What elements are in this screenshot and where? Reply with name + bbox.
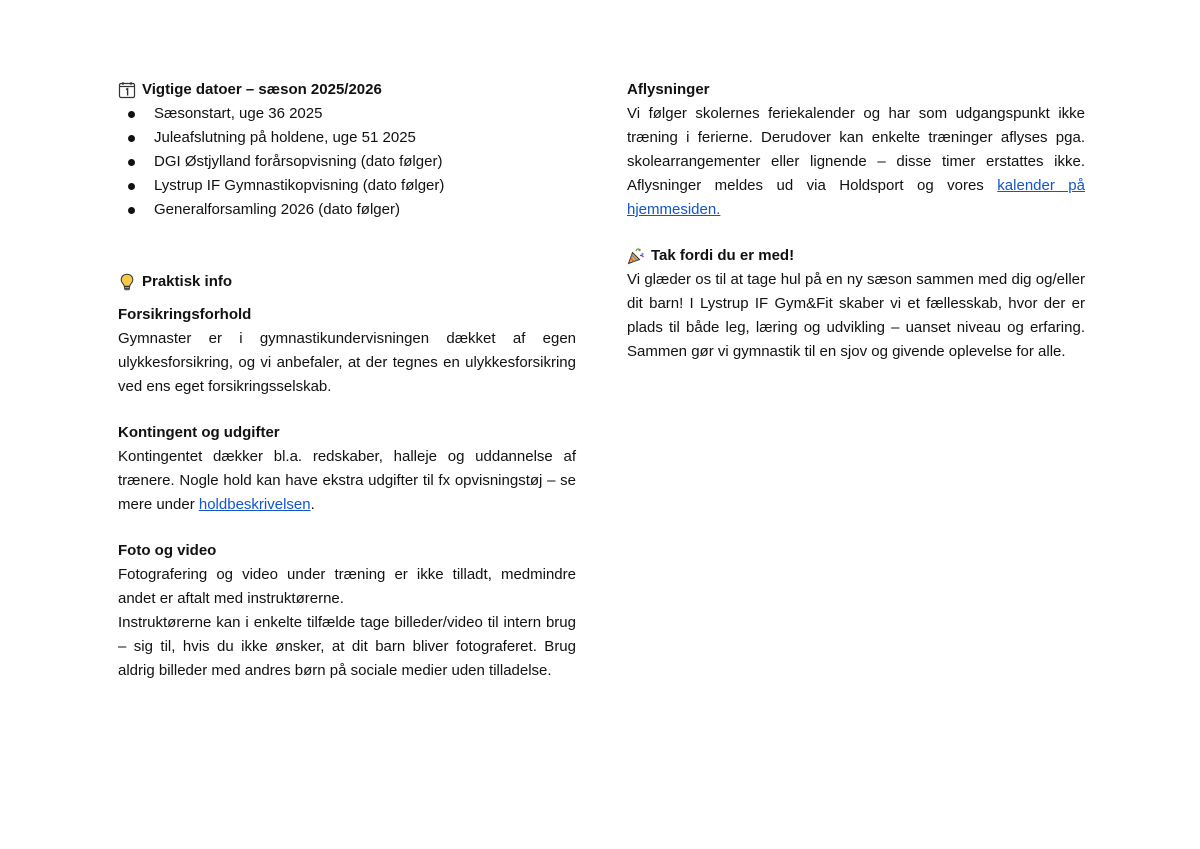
foto-heading: Foto og video	[118, 542, 217, 559]
list-item	[118, 126, 576, 150]
aflysninger-heading: Aflysninger	[627, 81, 710, 98]
forsikring-section	[118, 303, 576, 399]
kalender-link[interactable]: kalender på hjemmesiden.	[627, 177, 1085, 218]
praktisk-heading-line	[118, 270, 576, 294]
praktisk-heading: Praktisk info	[142, 273, 233, 290]
date-item-text: Juleafslutning på holdene, uge 51 2025	[154, 129, 416, 146]
bullet-icon	[128, 183, 135, 190]
list-item	[118, 102, 576, 126]
tak-heading-line	[627, 244, 1085, 268]
left-column	[118, 78, 576, 683]
list-item	[118, 198, 576, 222]
kontingent-section	[118, 421, 576, 517]
calendar-icon	[118, 81, 136, 99]
tak-text: Vi glæder os til at tage hul på en ny sæson sammen med dig og/eller dit barn! I Lystrup IF Gym&Fit skaber vi et fællesskab, hvor der er plads til både leg, læring og udvikling – uanset niveau og erfaring. Sammen gør vi gymnastik til en sjov og givende oplevelse for alle.	[627, 271, 1085, 360]
kontingent-text	[118, 445, 576, 517]
forsikring-heading: Forsikringsforhold	[118, 306, 252, 323]
forsikring-text: Gymnaster er i gymnastikundervisningen dækket af egen ulykkesforsikring, og vi anbefaler, at der tegnes en ulykkesforsikring ved ens eget forsikringsselskab.	[118, 330, 576, 395]
date-item-text: Generalforsamling 2026 (dato følger)	[154, 201, 400, 218]
kontingent-text-body: Kontingentet dækker bl.a. redskaber, halleje og uddannelse af trænere. Nogle hold kan have ekstra udgifter til fx opvisningstøj – se mere under	[118, 448, 576, 513]
dates-heading: Vigtige datoer – sæson 2025/2026	[142, 81, 382, 98]
party-popper-icon	[627, 247, 645, 265]
bullet-icon	[128, 135, 135, 142]
foto-section	[118, 539, 576, 683]
date-item-text: DGI Østjylland forårsopvisning (dato følger)	[154, 153, 443, 170]
foto-paragraph-2: Instruktørerne kan i enkelte tilfælde tage billeder/video til intern brug – sig til, hvis du ikke ønsker, at dit barn bliver fotograferet. Brug aldrig billeder med andres børn på sociale medier uden tilladelse.	[118, 614, 576, 679]
aflysninger-text-body: Vi følger skolernes feriekalender og har som udgangspunkt ikke træning i ferierne. Derudover kan enkelte træninger aflyses pga. skolearrangementer eller lignende – disse timer erstattes ikke. Aflysninger meldes ud via Holdsport og vores	[627, 105, 1085, 194]
bullet-icon	[128, 159, 135, 166]
date-item-text: Lystrup IF Gymnastikopvisning (dato følger)	[154, 177, 445, 194]
bullet-icon	[128, 207, 135, 214]
bullet-icon	[128, 111, 135, 118]
aflysninger-section	[627, 78, 1085, 222]
dates-heading-line	[118, 78, 576, 102]
tak-heading: Tak fordi du er med!	[651, 247, 795, 264]
kontingent-text-end: .	[310, 496, 315, 513]
foto-paragraph-1: Fotografering og video under træning er ikke tilladt, medmindre andet er aftalt med instruktørerne.	[118, 566, 576, 607]
list-item	[118, 150, 576, 174]
list-item	[118, 174, 576, 198]
lightbulb-icon	[118, 273, 136, 291]
dates-list	[118, 102, 576, 222]
holdbeskrivelsen-link[interactable]: holdbeskrivelsen	[198, 496, 311, 513]
date-item-text: Sæsonstart, uge 36 2025	[154, 105, 323, 122]
aflysninger-text	[627, 102, 1085, 222]
kontingent-heading: Kontingent og udgifter	[118, 424, 280, 441]
right-column	[627, 78, 1085, 364]
